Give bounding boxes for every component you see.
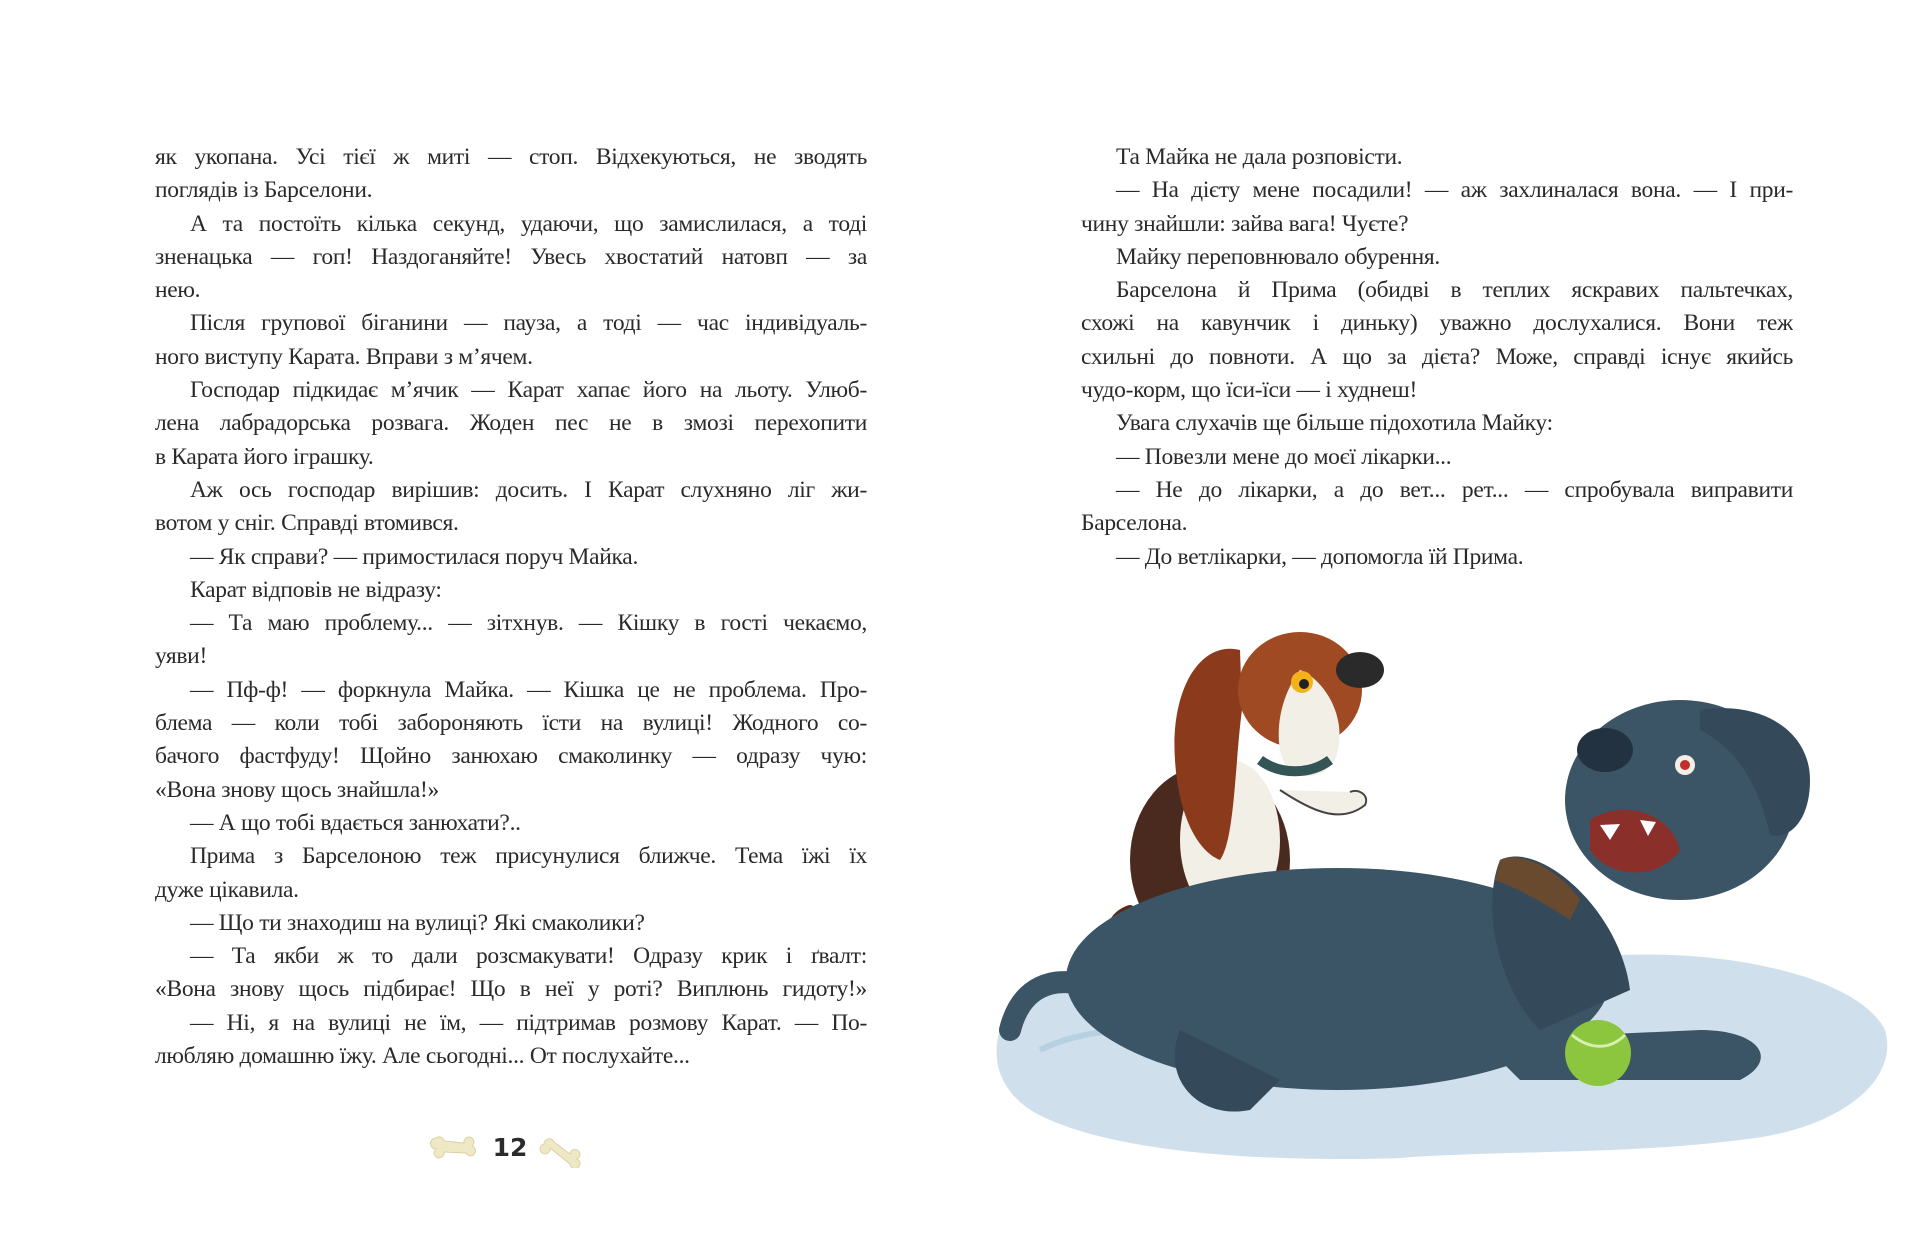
text-line: нею. xyxy=(155,277,201,304)
tennis-ball xyxy=(1565,1020,1631,1086)
text-line: «Вона знову щось знайшла!» xyxy=(155,776,439,803)
page-number-footer xyxy=(430,1128,590,1168)
text-line: Господар підкидає м’ячик — Карат хапає його на льоту. Улюб- xyxy=(190,377,867,404)
text-line: схожі на кавунчик і диньку) уважно дослухалися. Вони теж xyxy=(1081,310,1793,337)
text-line: Майку переповнювало обурення. xyxy=(1116,243,1441,270)
text-line: — Та маю проблему... — зітхнув. — Кішку в гості чекаємо, xyxy=(190,610,867,637)
text-line: блема — коли тобі забороняють їсти на вулиці! Жодного со- xyxy=(155,710,867,737)
text-line: Прима з Барселоною теж присунулися ближче. Тема їжі їх xyxy=(190,843,867,870)
text-line: Карат відповів не відразу: xyxy=(190,576,442,603)
text-line: — До ветлікарки, — допомогла їй Прима. xyxy=(1116,543,1524,570)
text-line: Та Майка не дала розповісти. xyxy=(1116,144,1403,170)
text-line: як укопана. Усі тієї ж миті — стоп. Відхекуються, не зводять xyxy=(155,144,867,170)
bone-icon xyxy=(430,1134,478,1162)
text-line: Аж ось господар вирішив: досить. І Карат слухняно ліг жи- xyxy=(190,476,867,503)
text-line: — Що ти знаходиш на вулиці? Які смаколики? xyxy=(190,909,645,936)
text-line: лена лабрадорська розвага. Жоден пес не в змозі перехопити xyxy=(155,410,867,437)
text-line: — На дієту мене посадили! — аж захлиналася вона. — І при- xyxy=(1116,177,1793,204)
page-number: 12 xyxy=(492,1133,528,1162)
text-line: — Повезли мене до моєї лікарки... xyxy=(1116,443,1452,470)
left-page-text xyxy=(155,141,867,1073)
text-line: зненацька — гоп! Наздоганяйте! Увесь хвостатий натовп — за xyxy=(155,243,867,270)
text-line: «Вона знову щось підбирає! Що в неї у роті? Виплюнь гидоту!» xyxy=(155,976,867,1003)
text-line: дуже цікавила. xyxy=(155,876,299,903)
text-line: Після групової біганини — пауза, а тоді — час індивідуаль- xyxy=(190,310,867,337)
text-line: — Та якби ж то дали розсмакувати! Одразу крик і ґвалт: xyxy=(190,943,867,970)
text-line: чину знайшли: зайва вага! Чуєте? xyxy=(1081,210,1409,237)
text-line: Барселона. xyxy=(1081,510,1188,537)
text-line: бачого фастфуду! Щойно занюхаю смаколинку — одразу чую: xyxy=(155,743,867,770)
text-line: Увага слухачів ще більше підохотила Майку: xyxy=(1116,410,1553,437)
dogs-illustration xyxy=(980,610,1900,1170)
text-line: — А що тобі вдається занюхати?.. xyxy=(190,809,521,836)
text-line: — Як справи? — примостилася поруч Майка. xyxy=(190,543,639,570)
text-line: уяви! xyxy=(155,643,207,670)
text-line: Барселона й Прима (обидві в теплих яскравих пальтечках, xyxy=(1116,277,1793,304)
text-line: любляю домашню їжу. Але сьогодні... От послухайте... xyxy=(155,1043,690,1070)
text-line: вотом у сніг. Справді втомився. xyxy=(155,510,459,537)
bone-icon xyxy=(538,1134,586,1168)
text-line: — Пф-ф! — форкнула Майка. — Кішка це не проблема. Про- xyxy=(190,676,867,703)
text-line: ного виступу Карата. Вправи з м’ячем. xyxy=(155,343,533,370)
text-line: — Ні, я на вулиці не їм, — підтримав розмову Карат. — По- xyxy=(190,1009,867,1036)
text-line: схильні до повноти. А що за дієта? Може, справді існує якийсь xyxy=(1081,343,1793,370)
right-page-text xyxy=(1081,141,1793,574)
text-line: в Карата його іграшку. xyxy=(155,443,374,470)
text-line: поглядів із Барселони. xyxy=(155,177,373,204)
text-line: — Не до лікарки, а до вет... рет... — спробувала виправити xyxy=(1116,476,1793,503)
text-line: А та постоїть кілька секунд, удаючи, що замислилася, а тоді xyxy=(190,210,867,237)
text-line: чудо-корм, що їси-їси — і худнеш! xyxy=(1081,377,1417,404)
